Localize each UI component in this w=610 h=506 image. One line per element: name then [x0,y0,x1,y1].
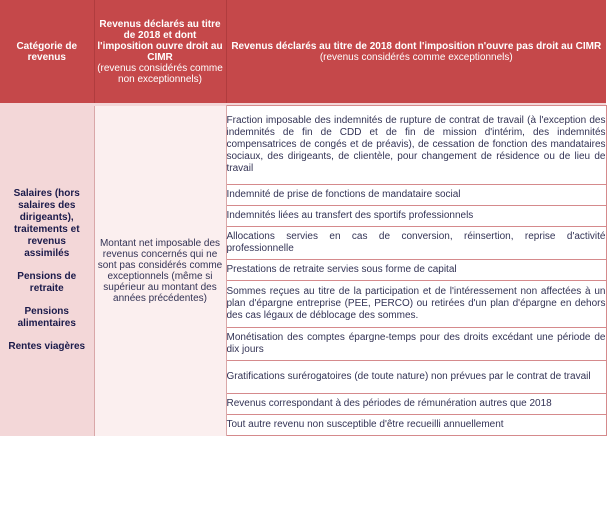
exceptional-item: Revenus correspondant à des périodes de rémunération autres que 2018 [226,394,606,415]
category-salaires: Salaires (hors salaires des dirigeants), traitements et revenus assimilés [13,188,80,259]
header-category-label: Catégorie de revenus [16,40,78,63]
category-rentes-viageres: Rentes viagères [8,341,86,352]
exceptional-item: Monétisation des comptes épargne-temps pour des droits excédant une période de dix jours [226,328,606,361]
header-cimr-eligible-note: (revenus considérés comme non exceptionnels) [97,62,223,85]
exceptional-item: Gratifications surérogatoires (de toute nature) non prévues par le contrat de travail [226,361,606,394]
category-pensions-alimentaires: Pensions alimentaires [17,306,76,329]
header-row [0,0,606,103]
exceptional-item: Fraction imposable des indemnités de rupture de contrat de travail (à l'exception des indemnités de fin de CDD et de fin de mission d'intérim, des indemnités compensatrices de congés et de préavis), de cessation de fonction des mandataires sociaux, des dirigeants, de clientèle, pour changement de résidence ou de lieu de travail [226,106,606,185]
non-exceptional-cell: Montant net imposable des revenus concernés qui ne sont pas considérés comme exceptionnels (même si supérieur au montant des années précédentes) [94,106,226,436]
category-pensions-retraite: Pensions de retraite [17,271,77,294]
header-cimr-eligible [94,0,226,103]
header-cimr-excluded [226,0,606,103]
exceptional-item: Allocations servies en cas de conversion, réinsertion, reprise d'activité professionnelle [226,227,606,260]
exceptional-item: Indemnité de prise de fonctions de mandataire social [226,185,606,206]
category-cell [0,106,94,436]
exceptional-item: Tout autre revenu non susceptible d'être recueilli annuellement [226,415,606,436]
header-cimr-eligible-title: Revenus déclarés au titre de 2018 et dont l'imposition ouvre droit au CIMR [97,18,223,63]
header-category [0,0,94,103]
header-cimr-excluded-title: Revenus déclarés au titre de 2018 dont l'imposition n'ouvre pas droit au CIMR [231,40,602,52]
header-cimr-excluded-note: (revenus considérés comme exceptionnels) [319,51,513,63]
exceptional-item: Prestations de retraite servies sous forme de capital [226,260,606,281]
exceptional-item: Indemnités liées au transfert des sportifs professionnels [226,206,606,227]
table-row [0,106,606,185]
exceptional-item: Sommes reçues au titre de la participation et de l'intéressement non affectées à un plan d'épargne entreprise (PEE, PERCO) ou retirées d'un plan d'épargne en dehors des cas légaux de déblocage des sommes. [226,281,606,328]
